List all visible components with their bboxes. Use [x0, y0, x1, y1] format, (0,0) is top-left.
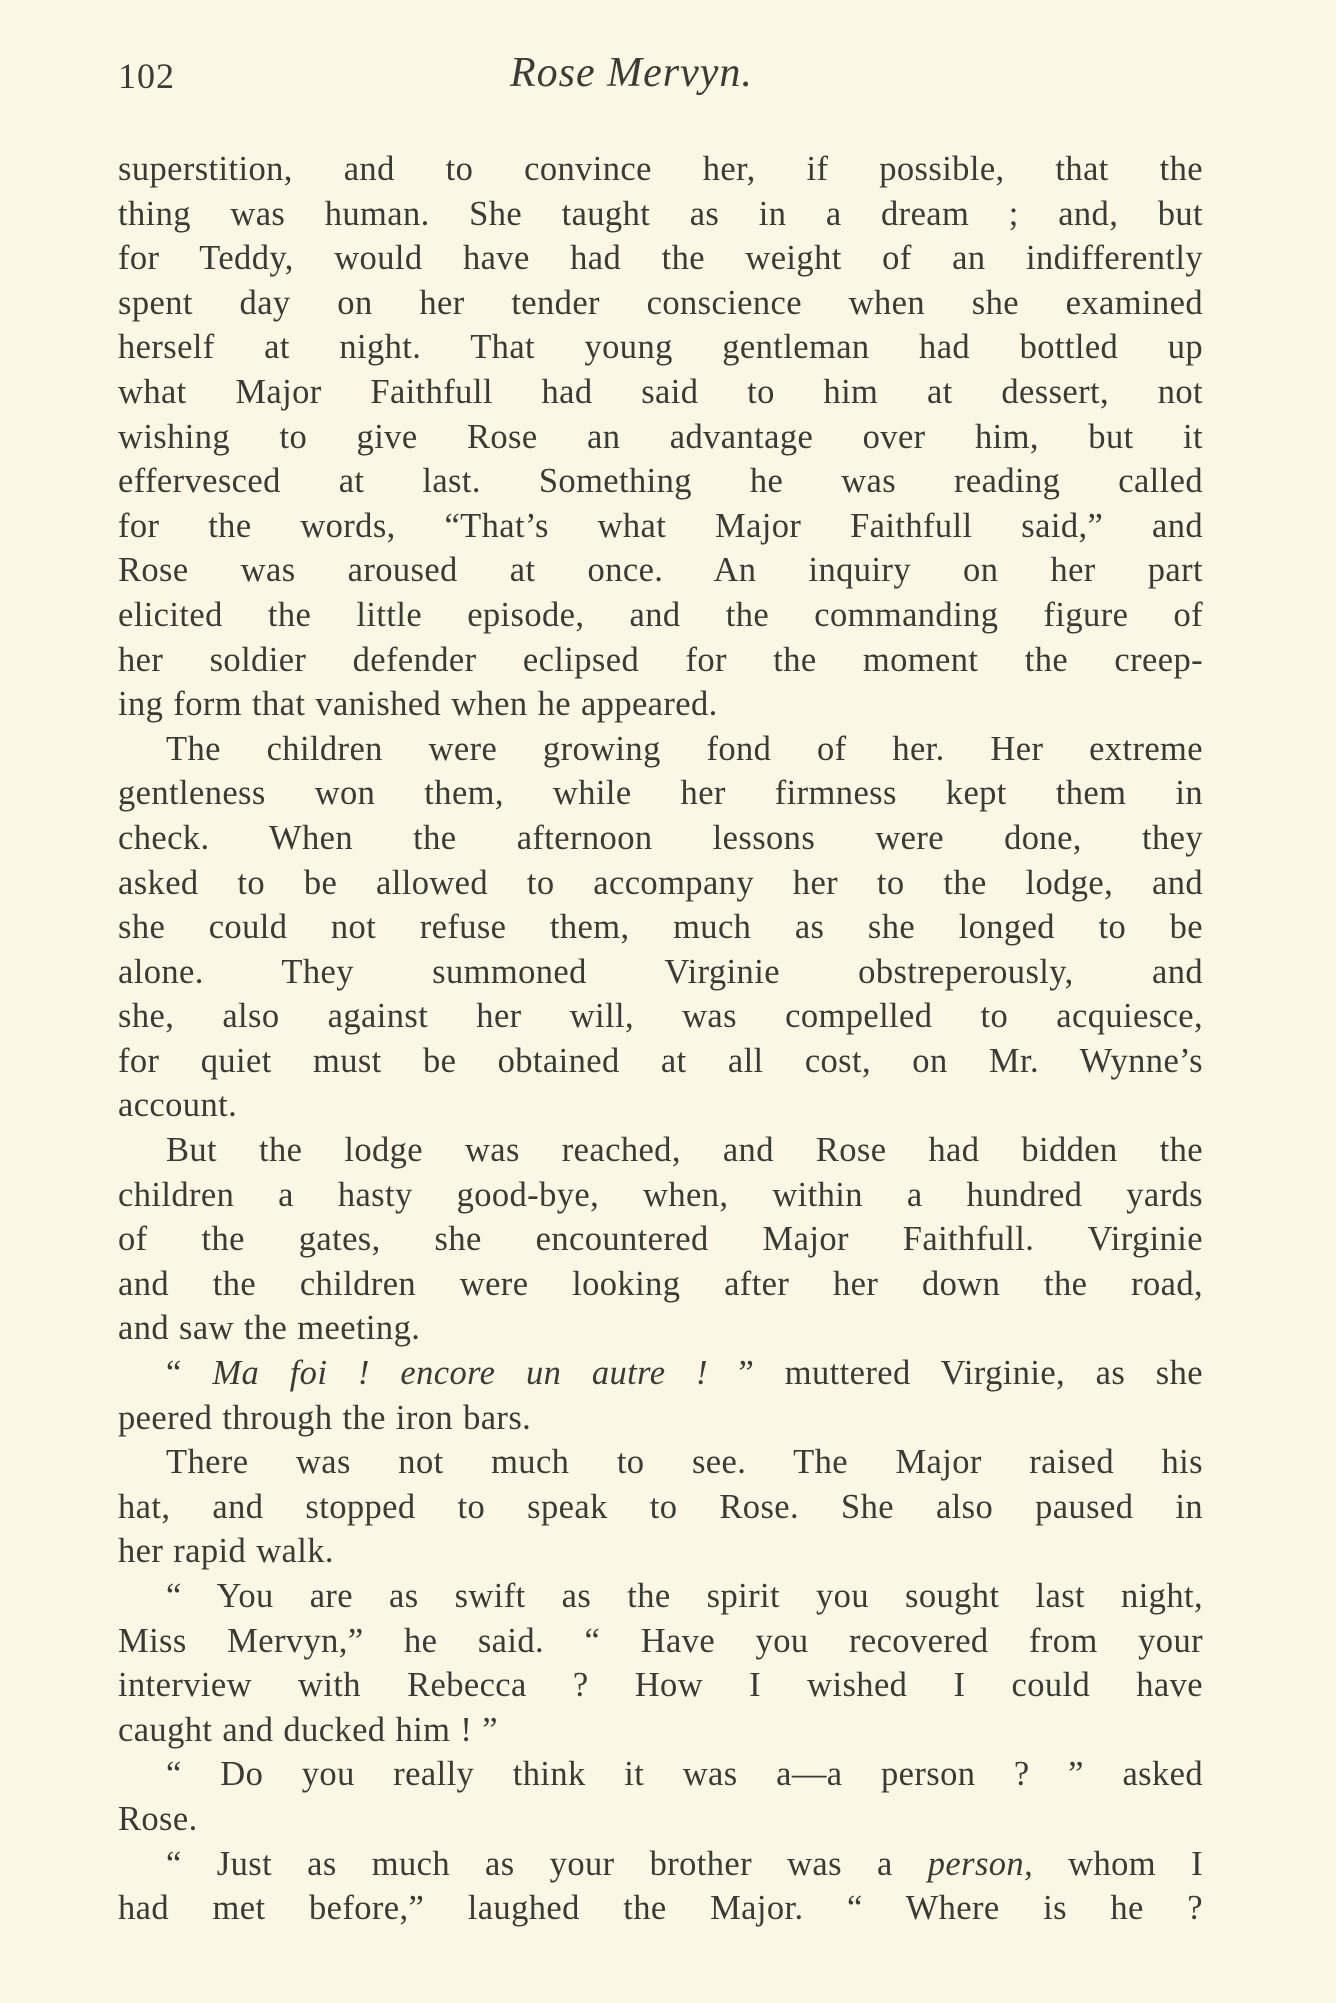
page-number: 102 [118, 56, 175, 96]
text-fragment: “ [166, 1354, 213, 1393]
text-line [118, 1842, 1203, 1887]
text-line: superstition, and to convince her, if possible, that the [118, 150, 1203, 188]
text-line: effervesced at last. Something he was reading called [118, 462, 1203, 501]
page-header [118, 50, 1203, 115]
running-title: Rose Mervyn. [510, 50, 753, 96]
text-line: alone. They summoned Virginie obstreperously, and [118, 952, 1203, 991]
text-fragment: “ Just as much as your brother was a [166, 1844, 928, 1883]
text-line: gentleness won them, while her firmness kept them in [118, 774, 1203, 813]
text-fragment: whom I [1033, 1844, 1203, 1883]
text-line: elicited the little episode, and the commanding figure of [118, 595, 1203, 634]
text-line: “ Do you really think it was a—a person ? ” asked [166, 1755, 1203, 1794]
text-line: she, also against her will, was compelled to acquiesce, [118, 997, 1203, 1036]
text-line [118, 1351, 1203, 1396]
italic-phrase: Ma foi ! encore un autre ! [212, 1354, 708, 1393]
text-line: she could not refuse them, much as she longed to be [118, 908, 1203, 947]
body-text [118, 147, 1203, 1931]
text-line: But the lodge was reached, and Rose had bidden the [166, 1131, 1203, 1170]
text-line: Miss Mervyn,” he said. “ Have you recovered from your [118, 1621, 1203, 1660]
text-line: and the children were looking after her down the road, [118, 1264, 1203, 1303]
text-line: Rose. [118, 1799, 198, 1838]
text-line: asked to be allowed to accompany her to the lodge, and [118, 863, 1203, 902]
text-line: The children were growing fond of her. Her extreme [166, 729, 1203, 768]
text-line: ing form that vanished when he appeared. [118, 685, 718, 724]
text-line: of the gates, she encountered Major Faithfull. Virginie [118, 1220, 1203, 1259]
text-line: peered through the iron bars. [118, 1398, 532, 1437]
text-line: what Major Faithfull had said to him at dessert, not [118, 372, 1203, 411]
text-line: and saw the meeting. [118, 1309, 421, 1348]
italic-phrase: person, [927, 1844, 1034, 1883]
text-line: for quiet must be obtained at all cost, on Mr. Wynne’s [118, 1041, 1203, 1080]
text-line: thing was human. She taught as in a dream ; and, but [118, 194, 1203, 233]
text-line: account. [118, 1086, 238, 1125]
text-line: herself at night. That young gentleman had bottled up [118, 328, 1203, 367]
text-line: caught and ducked him ! ” [118, 1710, 498, 1749]
text-line: wishing to give Rose an advantage over him, but it [118, 417, 1203, 456]
text-line: children a hasty good-bye, when, within a hundred yards [118, 1175, 1203, 1214]
text-line: for the words, “That’s what Major Faithfull said,” and [118, 506, 1203, 545]
text-line: for Teddy, would have had the weight of an indifferently [118, 239, 1203, 278]
text-line: There was not much to see. The Major raised his [166, 1443, 1203, 1482]
text-line: hat, and stopped to speak to Rose. She also paused in [118, 1487, 1203, 1526]
text-line: her soldier defender eclipsed for the moment the creep- [118, 640, 1203, 679]
text-fragment: ” muttered Virginie, as she [707, 1354, 1203, 1393]
text-line: had met before,” laughed the Major. “ Where is he ? [118, 1889, 1203, 1928]
text-line: spent day on her tender conscience when she examined [118, 283, 1203, 322]
text-line: her rapid walk. [118, 1532, 334, 1571]
text-line: check. When the afternoon lessons were done, they [118, 818, 1203, 857]
text-line: “ You are as swift as the spirit you sought last night, [166, 1577, 1203, 1615]
text-line: Rose was aroused at once. An inquiry on her part [118, 551, 1203, 590]
text-line: interview with Rebecca ? How I wished I could have [118, 1666, 1203, 1705]
